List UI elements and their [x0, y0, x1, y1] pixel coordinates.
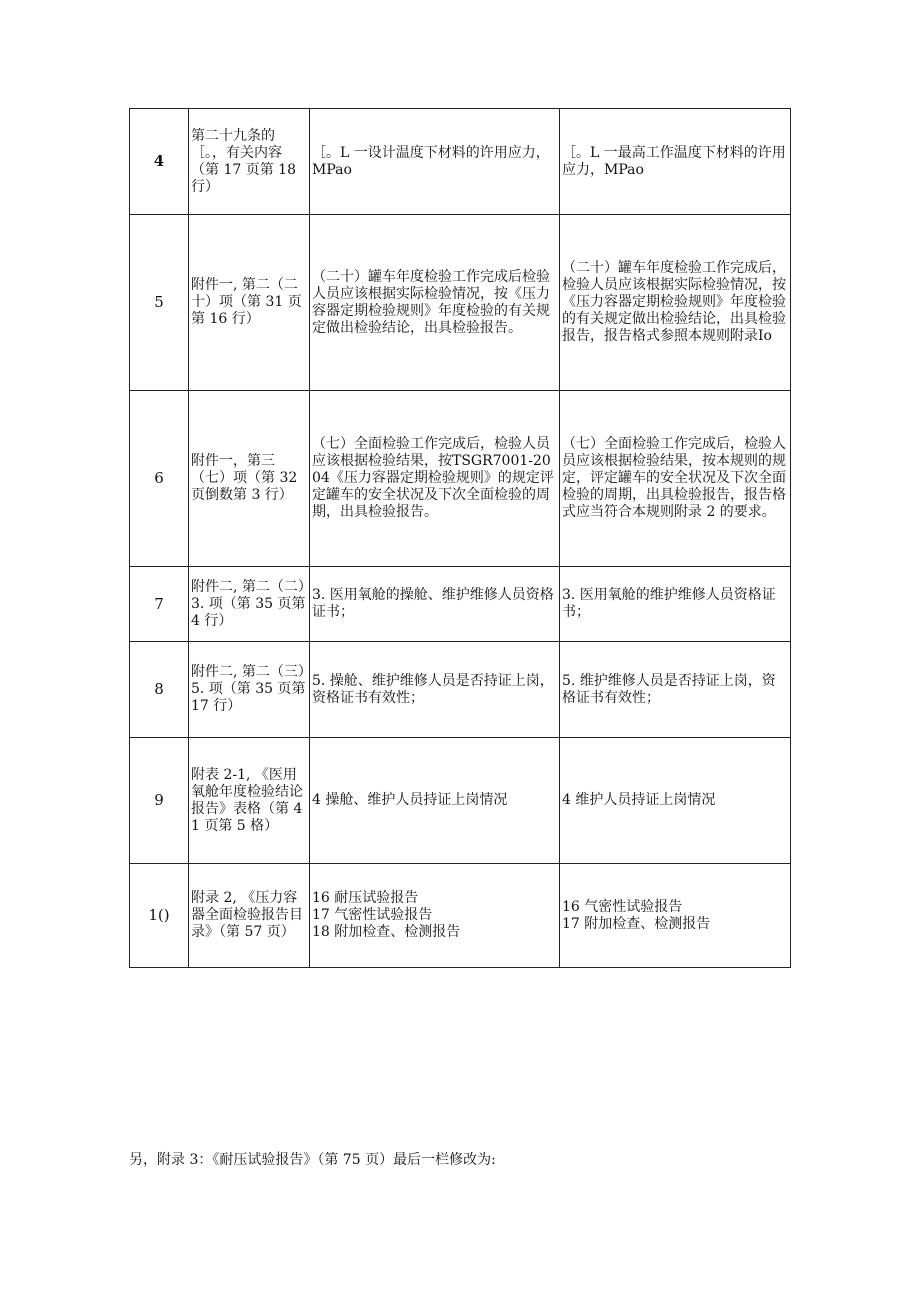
row-revised-text: 5. 维护维修人员是否持证上岗，资格证书有效性；	[560, 642, 791, 738]
row-number: 6	[130, 391, 189, 567]
row-original-text: ［。L 一设计温度下材料的许用应力，MPao	[310, 109, 560, 215]
table-row	[130, 215, 791, 391]
table-row	[130, 567, 791, 642]
row-revised-text: ［。L 一最高工作温度下材料的许用应力，MPao	[560, 109, 791, 215]
row-section: 附录 2, 《压力容器全面检验报告目录》（第 57 页）	[189, 864, 310, 968]
row-section: 附表 2-1, 《医用氧舱年度检验结论报告》表格（第 41 页第 5 格）	[189, 738, 310, 864]
table-row	[130, 864, 791, 968]
footer-note: 另，附录 3：《耐压试验报告》（第 75 页）最后一栏修改为:	[129, 1152, 496, 1168]
row-original-text: 16 耐压试验报告 17 气密性试验报告 18 附加检查、检测报告	[310, 864, 560, 968]
row-number: 8	[130, 642, 189, 738]
row-section: 附件一, 第二（二十）项（第 31 页第 16 行）	[189, 215, 310, 391]
row-revised-text: （二十）罐车年度检验工作完成后，检验人员应该根据实际检验情况，按《压力容器定期检验规则》年度检验的有关规定做出检验结论，出具检验报告，报告格式参照本规则附录Io	[560, 215, 791, 391]
row-original-text: 5. 操舱、维护维修人员是否持证上岗，资格证书有效性；	[310, 642, 560, 738]
row-number: 1()	[130, 864, 189, 968]
table-row	[130, 109, 791, 215]
row-section: 附件二, 第二（三）5. 项（第 35 页第 17 行）	[189, 642, 310, 738]
row-section: 附件二, 第二（二）3. 项（第 35 页第 4 行）	[189, 567, 310, 642]
table-row	[130, 738, 791, 864]
row-number: 4	[130, 109, 189, 215]
revision-table	[129, 108, 791, 968]
row-revised-text: 16 气密性试验报告 17 附加检查、检测报告	[560, 864, 791, 968]
row-original-text: 4 操舱、维护人员持证上岗情况	[310, 738, 560, 864]
row-original-text: （二十）罐车年度检验工作完成后检验人员应该根据实际检验情况，按《压力容器定期检验规则》年度检验的有关规定做出检验结论，出具检验报告。	[310, 215, 560, 391]
row-section: 第二十九条的［。，有关内容（第 17 页第 18 行）	[189, 109, 310, 215]
table-row	[130, 391, 791, 567]
row-original-text: 3. 医用氧舱的操舱、维护维修人员资格证书；	[310, 567, 560, 642]
row-section: 附件一，第三（七）项（第 32 页倒数第 3 行）	[189, 391, 310, 567]
table-row	[130, 642, 791, 738]
row-number: 7	[130, 567, 189, 642]
row-revised-text: （七）全面检验工作完成后，检验人员应该根据检验结果，按本规则的规定，评定罐车的安全状况及下次全面检验的周期，出具检验报告，报告格式应当符合本规则附录 2 的要求。	[560, 391, 791, 567]
row-number: 5	[130, 215, 189, 391]
row-revised-text: 3. 医用氧舱的维护维修人员资格证书；	[560, 567, 791, 642]
row-revised-text: 4 维护人员持证上岗情况	[560, 738, 791, 864]
row-number: 9	[130, 738, 189, 864]
row-original-text: （七）全面检验工作完成后，检验人员应该根据检验结果，按TSGR7001-2004《压力容器定期检验规则》的规定评定罐车的安全状况及下次全面检验的周期，出具检验报告。	[310, 391, 560, 567]
